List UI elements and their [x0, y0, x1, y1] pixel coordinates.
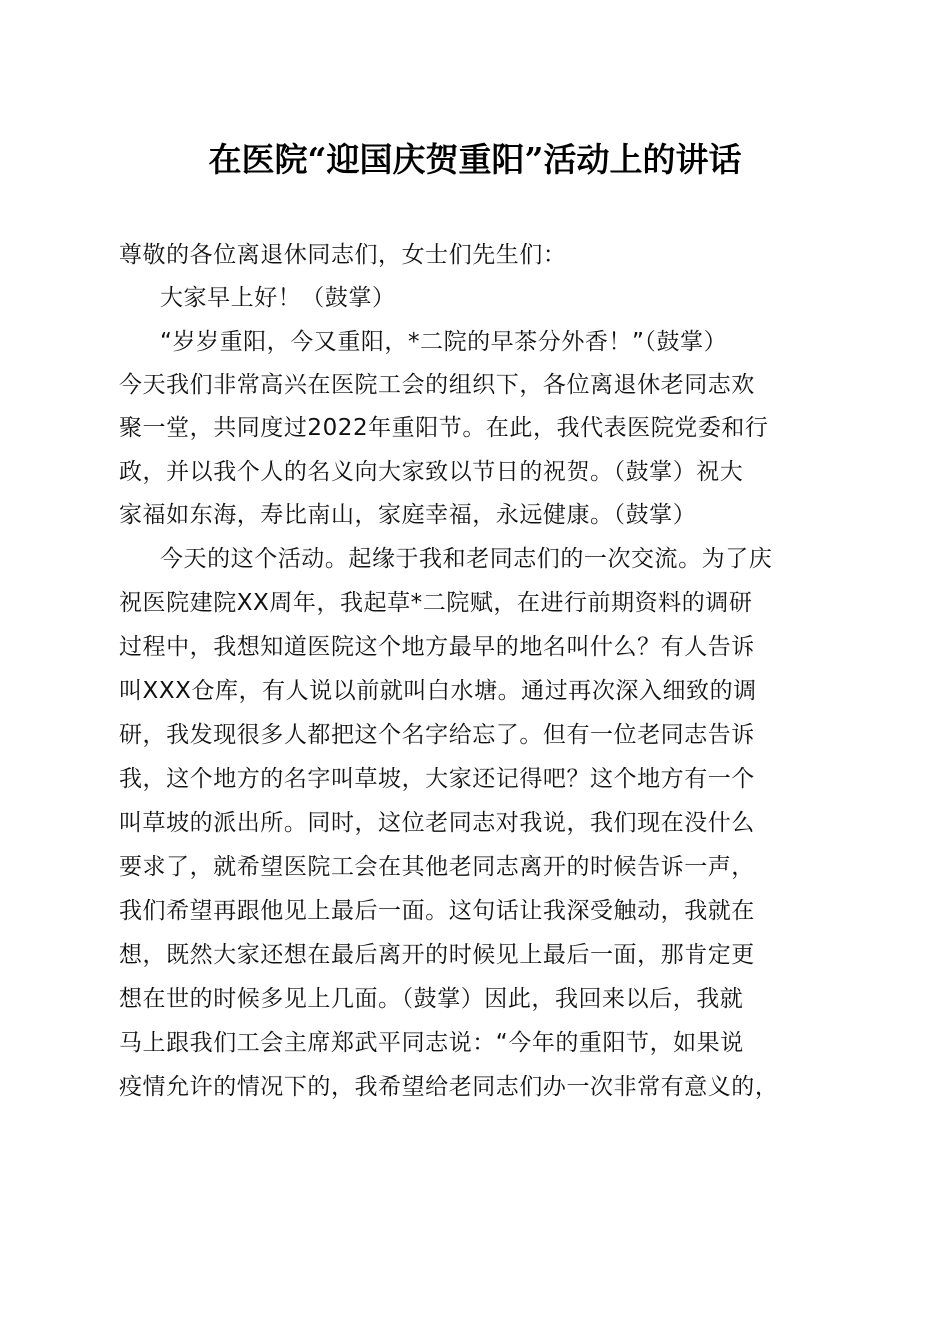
- paragraph-line: 要求了，就希望医院工会在其他老同志离开的时候告诉一声，: [119, 854, 755, 880]
- paragraph-line: 今天我们非常高兴在医院工会的组织下，各位离退休老同志欢: [119, 372, 755, 398]
- greeting-line: 大家早上好！（鼓掌）: [160, 285, 396, 311]
- paragraph-line: 我们希望再跟他见上最后一面。这句话让我深受触动，我就在: [119, 898, 755, 924]
- paragraph-line: 聚一堂，共同度过2022年重阳节。在此，我代表医院党委和行: [119, 415, 769, 441]
- paragraph-line: 想在世的时候多见上几面。（鼓掌）因此，我回来以后，我就: [119, 986, 744, 1012]
- salutation-line: 尊敬的各位离退休同志们，女士们先生们：: [119, 242, 567, 268]
- paragraph-line: 叫草坡的派出所。同时，这位老同志对我说，我们现在没什么: [119, 810, 755, 836]
- paragraph-line: 叫XXX仓库，有人说以前就叫白水塘。通过再次深入细致的调: [119, 678, 757, 704]
- paragraph-line: 研，我发现很多人都把这个名字给忘了。但有一位老同志告诉: [119, 722, 755, 748]
- paragraph-line: 政，并以我个人的名义向大家致以节日的祝贺。（鼓掌）祝大: [119, 459, 744, 485]
- paragraph-line: 疫情允许的情况下的，我希望给老同志们办一次非常有意义的，: [119, 1074, 779, 1100]
- paragraph-line: 今天的这个活动。起缘于我和老同志们的一次交流。为了庆: [160, 546, 773, 572]
- paragraph-line: 我，这个地方的名字叫草坡，大家还记得吧？这个地方有一个: [119, 766, 755, 792]
- paragraph-line: “岁岁重阳，今又重阳，*二院的早茶分外香！”（鼓掌）: [160, 329, 728, 355]
- paragraph-line: 家福如东海，寿比南山，家庭幸福，永远健康。（鼓掌）: [119, 502, 697, 528]
- paragraph-line: 马上跟我们工会主席郑武平同志说：“今年的重阳节，如果说: [119, 1030, 744, 1056]
- paragraph-line: 祝医院建院XX周年，我起草*二院赋，在进行前期资料的调研: [119, 590, 753, 616]
- document-title: 在医院“迎国庆贺重阳”活动上的讲话: [208, 140, 742, 179]
- paragraph-line: 想，既然大家还想在最后离开的时候见上最后一面，那肯定更: [119, 942, 755, 968]
- paragraph-line: 过程中，我想知道医院这个地方最早的地名叫什么？有人告诉: [119, 634, 755, 660]
